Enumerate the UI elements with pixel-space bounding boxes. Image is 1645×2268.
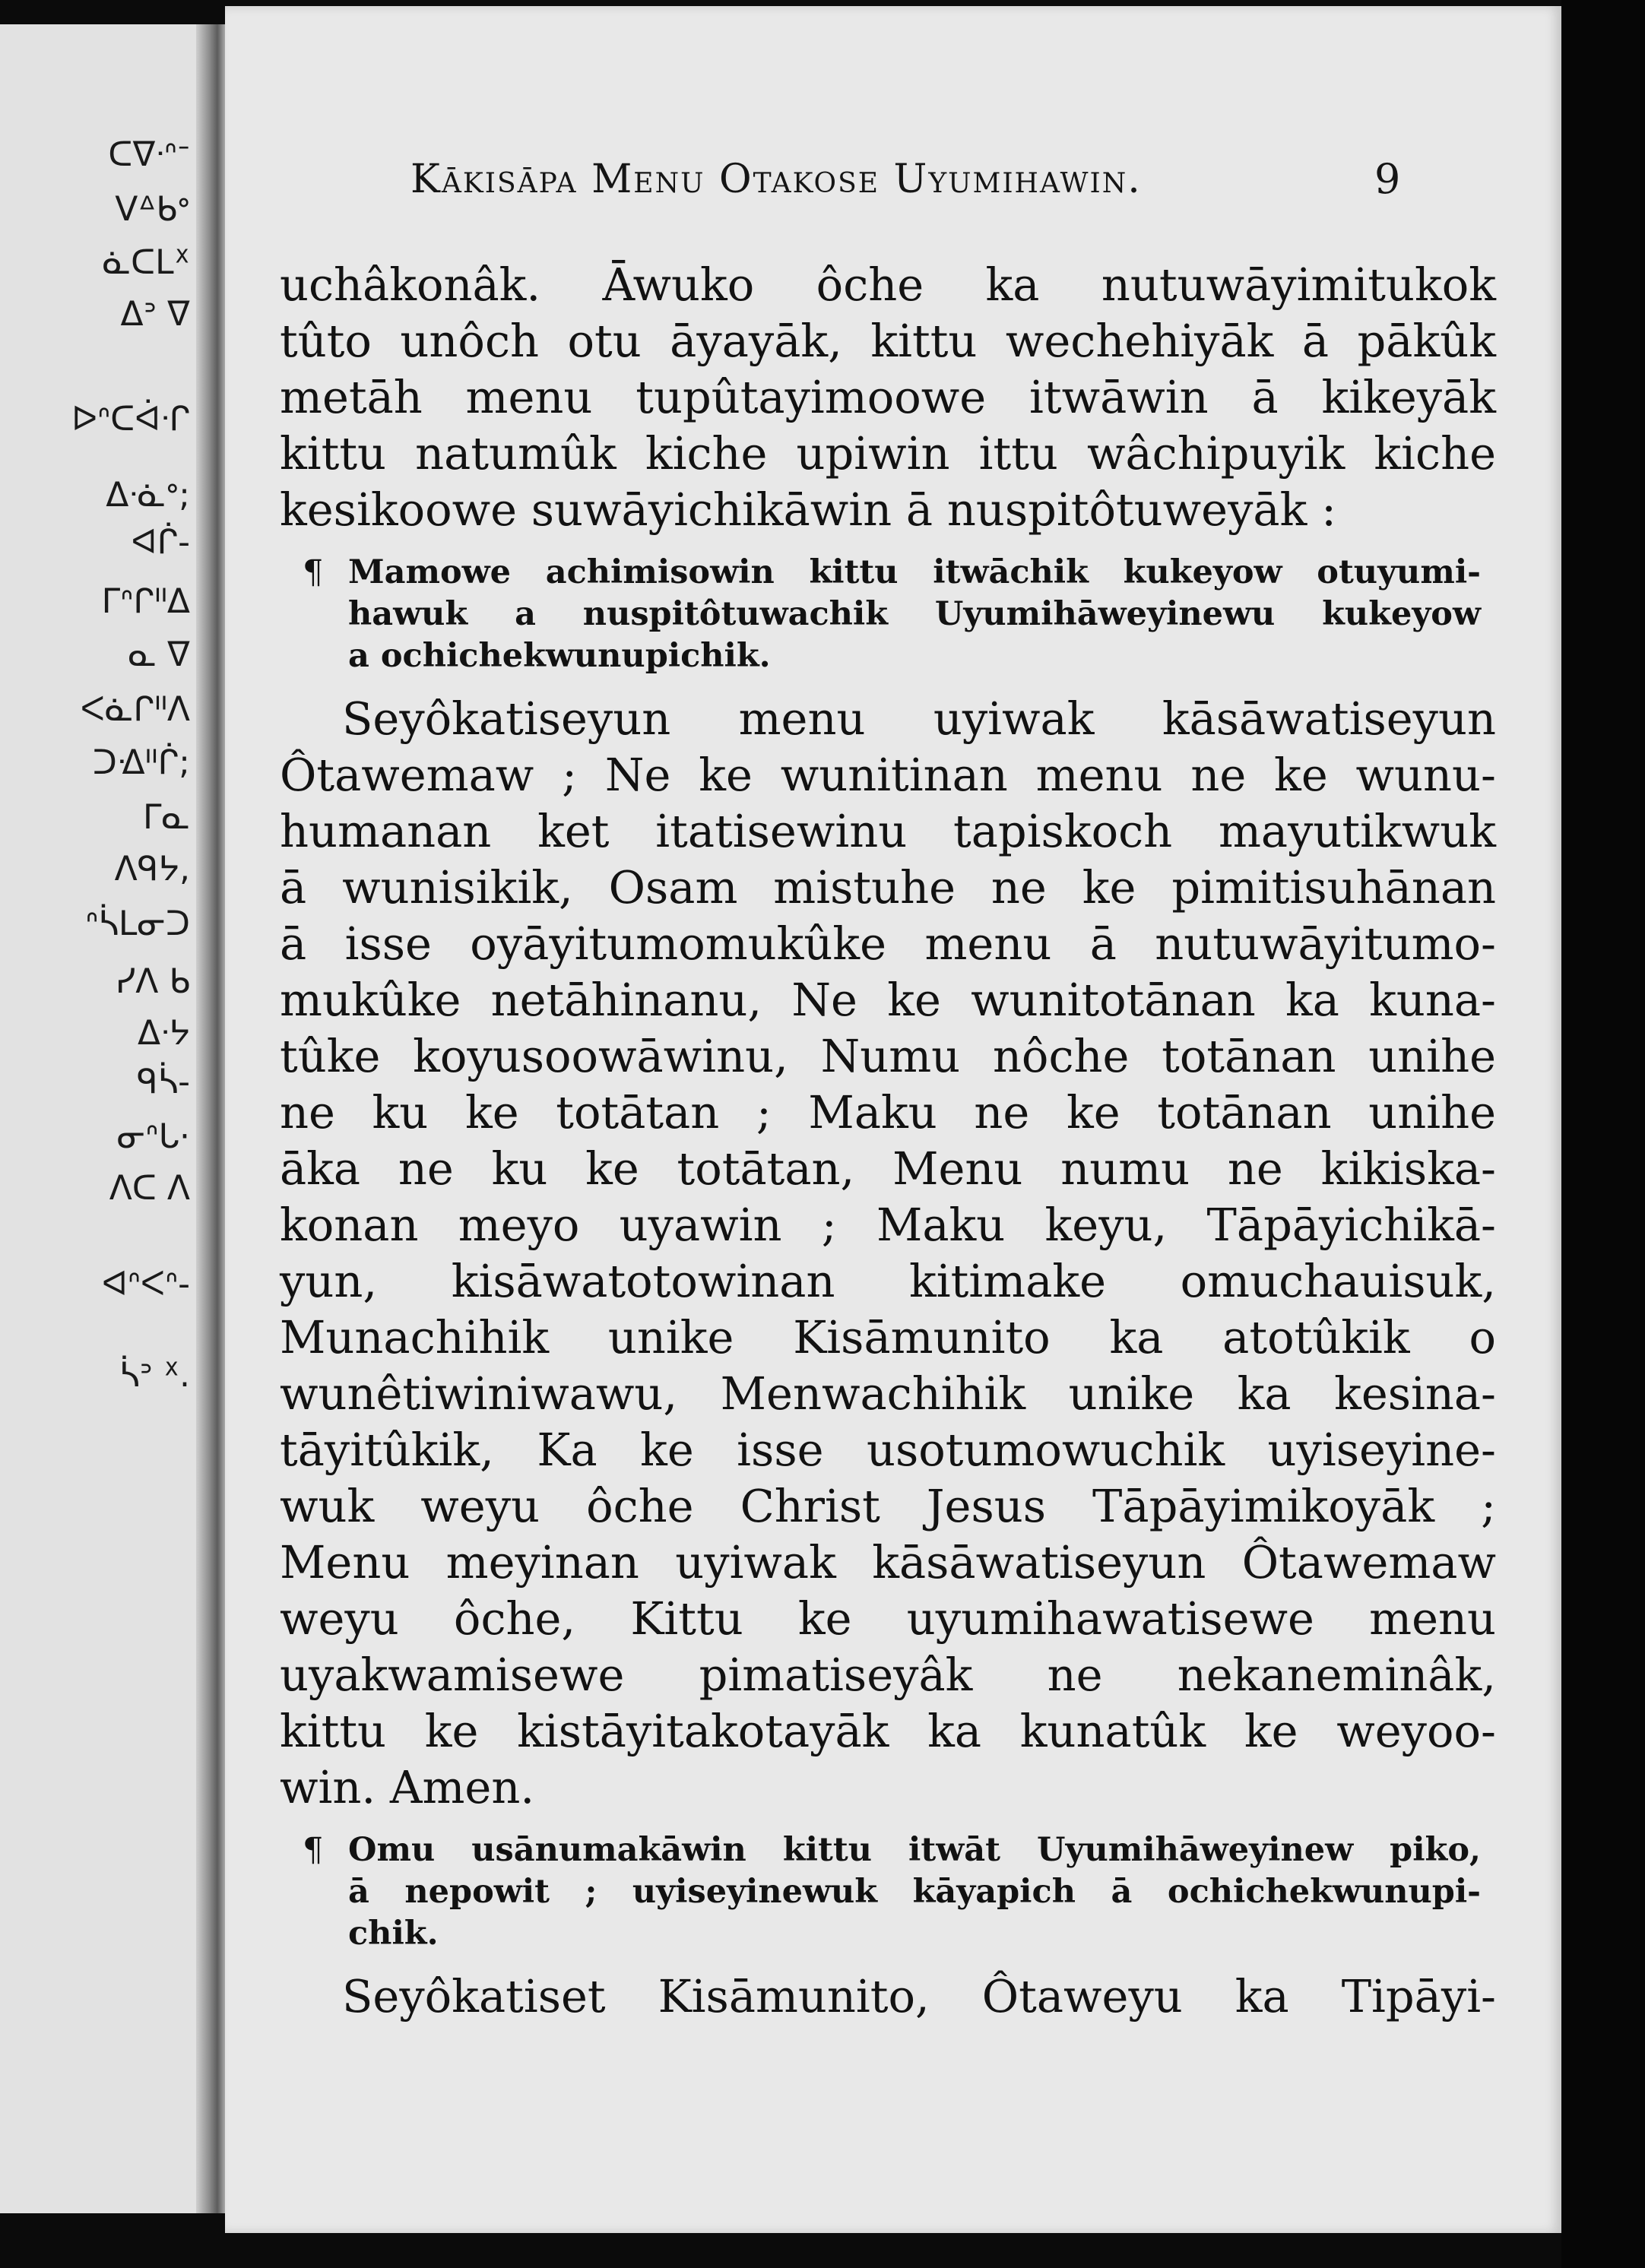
text-line: tûto unôch otu āyayāk, kittu wechehiyāk ā pākûk [280, 315, 1496, 367]
rubric-line: chik. [348, 1915, 439, 1953]
left-page-fragment: ᐃᐧᓈᐤ; [106, 476, 190, 515]
rubric-line [303, 552, 1481, 594]
left-page-fragment: ᑫᓵ- [136, 1063, 190, 1101]
text-line: Munachihik unike Kisāmunito ka atotûkik o [280, 1311, 1496, 1364]
rubric-text: Omu usānumakāwin kittu itwāt Uyumihāweyinew piko, [348, 1831, 1481, 1869]
rubric-line: a ochichekwunupichik. [348, 637, 771, 675]
rubric-line: hawuk a nuspitôtuwachik Uyumihāweyinewu kukeyow [348, 595, 1481, 633]
text-line: Menu meyinan uyiwak kāsāwatiseyun Ôtawemaw [280, 1536, 1496, 1589]
text-line: uyakwamisewe pimatiseyâk ne nekaneminâk, [280, 1649, 1496, 1701]
book-gutter [196, 24, 227, 2213]
left-page-fragment: ᐃᐣ ᐁ [120, 295, 190, 334]
book-page [225, 6, 1561, 2233]
text-line: kittu ke kistāyitakotayāk ka kunatûk ke weyoo- [280, 1705, 1496, 1757]
rubric-line: ā nepowit ; uyiseyinewuk kāyapich ā ochichekwunupi- [348, 1873, 1481, 1911]
text-line: wunêtiwiniwawu, Menwachihik unike ka kesina- [280, 1367, 1496, 1420]
rubric [303, 1829, 1481, 1955]
text-line: Seyôkatiset Kisāmunito, Ôtaweyu ka Tipāyi- [342, 1970, 1496, 2023]
left-page-fragment: ᐱᑕ ᐱ [109, 1169, 190, 1208]
left-page-fragment: ᒥᓇ [143, 798, 190, 837]
facing-page-left [0, 24, 199, 2213]
prayer-paragraph [280, 691, 1496, 1816]
text-line: ne ku ke totātan ; Maku ne ke totānan unihe [280, 1086, 1496, 1139]
text-line: Ôtawemaw ; Ne ke wunitinan menu ne ke wunu- [280, 749, 1496, 801]
left-page-fragment: ᐱᑫᔭ, [114, 850, 190, 889]
left-page-fragment: ᓯᐱ ᑲ [115, 962, 190, 1001]
left-page-fragment: ᓈᑕᒪᕽ [102, 243, 190, 282]
left-page-fragment: ᐅᐢᑕᐋᐧᒋ [71, 400, 190, 439]
left-page-fragment: ᐃᐧᔭ [138, 1014, 190, 1053]
text-line: tûke koyusoowāwinu, Numu nôche totānan unihe [280, 1030, 1496, 1082]
left-page-fragment: ᐊᒌ- [131, 523, 190, 562]
text-line: wuk weyu ôche Christ Jesus Tāpāyimikoyāk ; [280, 1480, 1496, 1532]
text-line: mukûke netāhinanu, Ne ke wunitotānan ka kuna- [280, 974, 1496, 1026]
left-page-fragment: ᐸᓈᒋᐦᐱ [80, 690, 190, 729]
text-line: Seyôkatiseyun menu uyiwak kāsāwatiseyun [342, 692, 1496, 745]
left-page-fragment: ᓇ ᐁ [128, 635, 190, 674]
text-line: win. Amen. [280, 1761, 535, 1813]
text-line: konan meyo uyawin ; Maku keyu, Tāpāyichikā- [280, 1199, 1496, 1251]
left-page-fragment: ᐢᓵᒪᓂᑐ [85, 904, 190, 943]
pilcrow-mark: ¶ [303, 553, 324, 591]
left-page-fragment: ᒥᐢᒋᐦᐃ [101, 582, 190, 621]
left-page-fragment: ᐊᐢᐸᐢ- [101, 1265, 190, 1303]
body-text [280, 257, 1496, 2025]
left-page-fragment: ᑐᐎᐦᒌ; [92, 743, 190, 782]
text-line: kittu natumûk kiche upiwin ittu wâchipuyik kiche [280, 427, 1496, 480]
scan-border [1561, 0, 1645, 2268]
page-number: 9 [1374, 155, 1401, 203]
text-line: humanan ket itatisewinu tapiskoch mayutikwuk [280, 805, 1496, 857]
text-line: weyu ôche, Kittu ke uyumihawatisewe menu [280, 1592, 1496, 1645]
text-line: ā isse oyāyitumomukûke menu ā nutuwāyitumo- [280, 917, 1496, 970]
left-page-fragment: ᓵᐣ ᕽ. [119, 1356, 190, 1395]
rubric-text: Mamowe achimisowin kittu itwāchik kukeyow otuyumi- [348, 553, 1481, 591]
prayer-paragraph [280, 257, 1496, 538]
left-page-fragment: ᐯᐞᑲᐤ [115, 190, 190, 229]
rubric-line [303, 1829, 1481, 1871]
text-line: āka ne ku ke totātan, Menu numu ne kikiska- [280, 1142, 1496, 1195]
text-line: tāyitûkik, Ka ke isse usotumowuchik uyiseyine- [280, 1424, 1496, 1476]
running-title: Kākisāpa Menu Otakose Uyumihawin. [410, 157, 1142, 202]
left-page-fragment: ᑕᐁᐧᐢᐨ [108, 135, 190, 174]
pilcrow-mark: ¶ [303, 1831, 324, 1869]
text-line: uchâkonâk. Āwuko ôche ka nutuwāyimitukok [280, 258, 1496, 311]
text-line: kesikoowe suwāyichikāwin ā nuspitôtuweyāk : [280, 483, 1336, 536]
text-line: metāh menu tupûtayimoowe itwāwin ā kikeyāk [280, 371, 1496, 423]
left-page-fragment: ᓂᐢᒐ· [116, 1117, 190, 1156]
text-line: yun, kisāwatotowinan kitimake omuchauisuk, [280, 1255, 1496, 1307]
running-header [410, 157, 1460, 202]
prayer-paragraph [280, 1969, 1496, 2025]
text-line: ā wunisikik, Osam mistuhe ne ke pimitisuhānan [280, 861, 1496, 914]
rubric [303, 552, 1481, 677]
